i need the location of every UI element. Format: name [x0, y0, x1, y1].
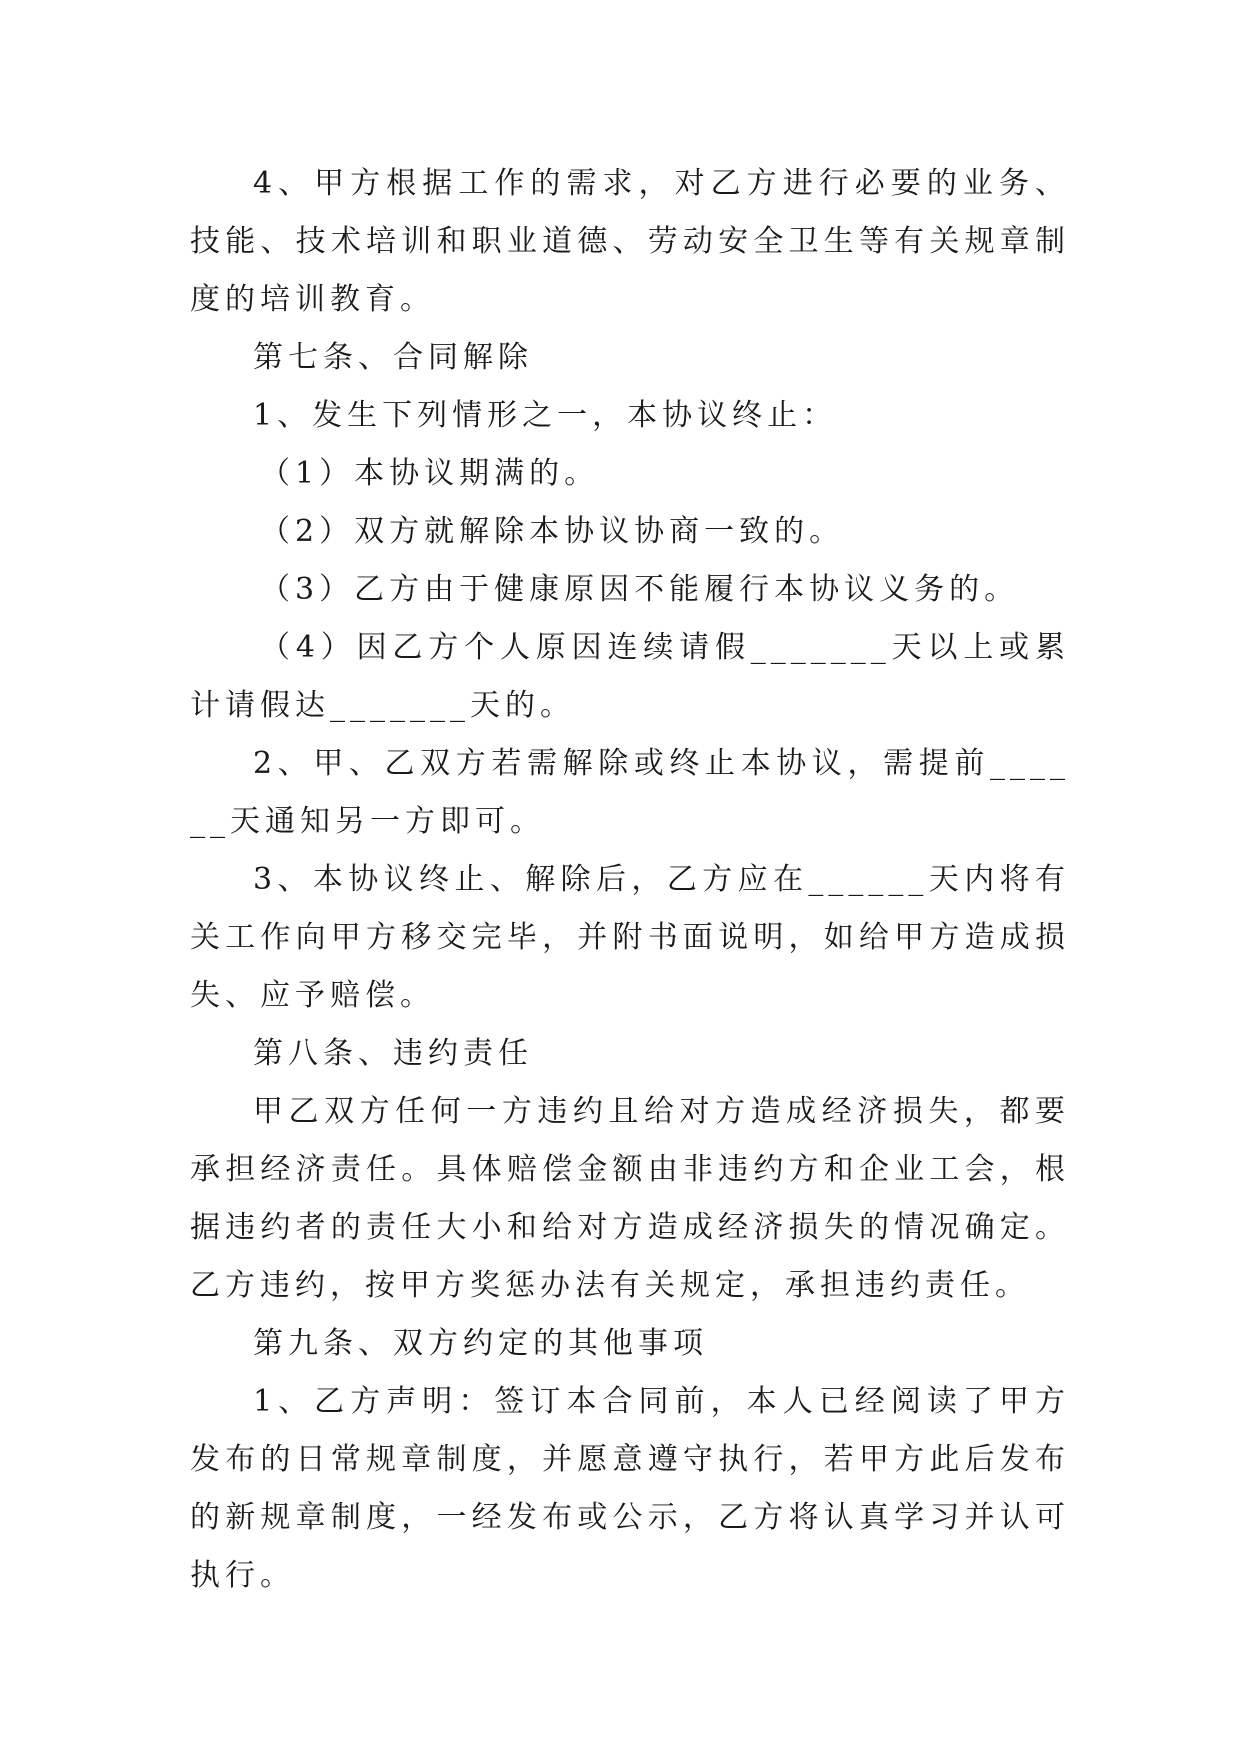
document-body — [190, 155, 1070, 1605]
clause-9-item-1: 1、乙方声明：签订本合同前，本人已经阅读了甲方发布的日常规章制度，并愿意遵守执行，若甲方此后发布的新规章制度，一经发布或公示，乙方将认真学习并认可执行。 — [190, 1384, 1070, 1593]
article-7-heading: 第七条、合同解除 — [253, 340, 533, 375]
clause-7-item-2: 2、甲、乙双方若需解除或终止本协议，需提前______天通知另一方即可。 — [190, 746, 1070, 839]
clause-7-item-1: 1、发生下列情形之一，本协议终止： — [253, 398, 838, 433]
clause-6-item-4: 4、甲方根据工作的需求，对乙方进行必要的业务、技能、技术培训和职业道德、劳动安全卫生等有关规章制度的培训教育。 — [190, 166, 1070, 317]
article-9-heading: 第九条、双方约定的其他事项 — [253, 1326, 708, 1361]
clause-7-sub-1: （1）本协议期满的。 — [260, 456, 600, 491]
clause-7-sub-3: （3）乙方由于健康原因不能履行本协议义务的。 — [260, 572, 1020, 607]
clause-7-sub-4: （4）因乙方个人原因连续请假_______天以上或累计请假达_______天的。 — [190, 630, 1070, 723]
article-8-body: 甲乙双方任何一方违约且给对方造成经济损失，都要承担经济责任。具体赔偿金额由非违约方和企业工会，根据违约者的责任大小和给对方造成经济损失的情况确定。乙方违约，按甲方奖惩办法有关规定，承担违约责任。 — [190, 1094, 1070, 1303]
clause-7-sub-2: （2）双方就解除本协议协商一致的。 — [260, 514, 845, 549]
article-8-heading: 第八条、违约责任 — [253, 1036, 533, 1071]
clause-7-item-3: 3、本协议终止、解除后，乙方应在______天内将有关工作向甲方移交完毕，并附书面说明，如给甲方造成损失、应予赔偿。 — [190, 862, 1070, 1013]
